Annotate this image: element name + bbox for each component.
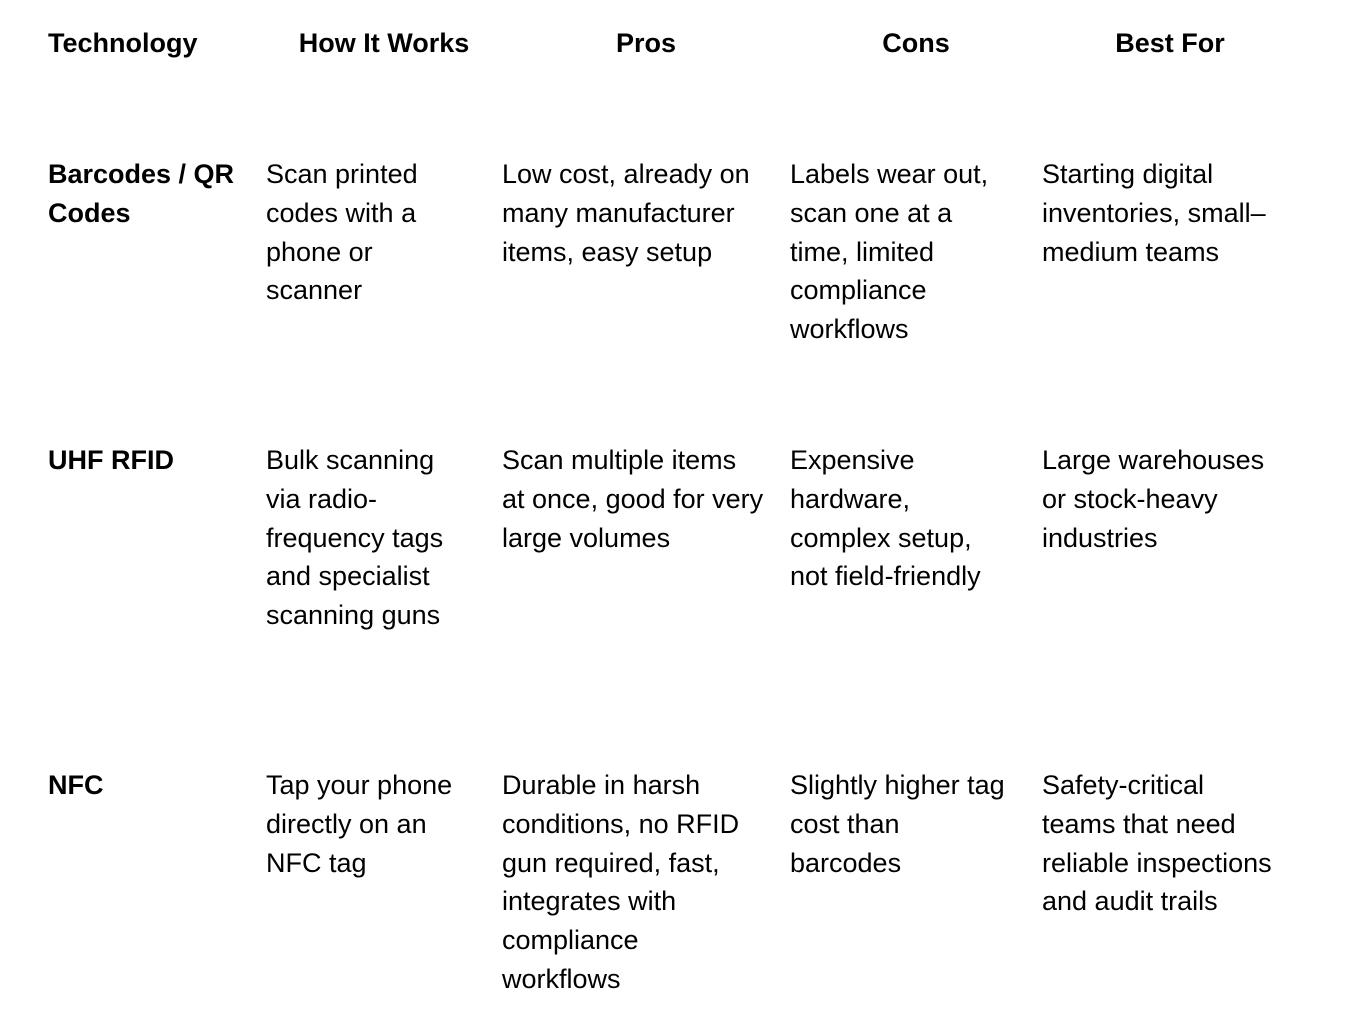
header-best-for: Best For bbox=[1115, 28, 1225, 58]
header-cons: Cons bbox=[882, 28, 950, 58]
table-row bbox=[48, 766, 1298, 1006]
header-technology: Technology bbox=[48, 28, 198, 58]
cell-how-it-works: Bulk scanning via radio-frequency tags and specialist scanning guns bbox=[266, 445, 444, 631]
cell-how-it-works: Tap your phone directly on an NFC tag bbox=[266, 770, 453, 878]
header-how-it-works: How It Works bbox=[298, 28, 470, 58]
cell-technology: UHF RFID bbox=[48, 445, 174, 475]
cell-cons: Slightly higher tag cost than barcodes bbox=[790, 770, 1005, 878]
cell-best-for: Starting digital inventories, small–medium teams bbox=[1042, 159, 1266, 267]
cell-cons: Labels wear out, scan one at a time, limited compliance workflows bbox=[790, 159, 989, 345]
cell-technology: NFC bbox=[48, 770, 104, 800]
header-pros: Pros bbox=[615, 28, 677, 58]
technology-comparison-table bbox=[48, 24, 1298, 1006]
table-header-row bbox=[48, 24, 1298, 155]
cell-technology: Barcodes / QR Codes bbox=[48, 159, 235, 228]
cell-best-for: Safety-critical teams that need reliable inspections and audit trails bbox=[1042, 770, 1272, 917]
cell-best-for: Large warehouses or stock-heavy industries bbox=[1042, 445, 1265, 553]
cell-pros: Low cost, already on many manufacturer items, easy setup bbox=[502, 159, 750, 267]
cell-pros: Durable in harsh conditions, no RFID gun required, fast, integrates with compliance workflows bbox=[502, 770, 740, 994]
table-row bbox=[48, 155, 1298, 441]
cell-how-it-works: Scan printed codes with a phone or scanner bbox=[266, 159, 418, 306]
table-row bbox=[48, 441, 1298, 766]
cell-cons: Expensive hardware, complex setup, not field-friendly bbox=[790, 445, 981, 592]
cell-pros: Scan multiple items at once, good for very large volumes bbox=[502, 445, 764, 553]
